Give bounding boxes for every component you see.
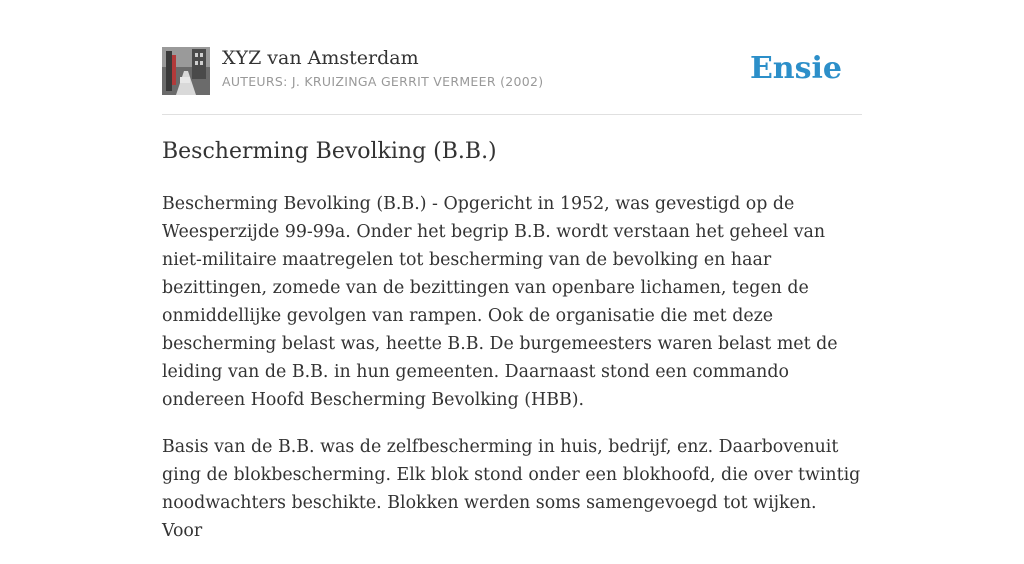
collection-header — [162, 40, 862, 115]
collection-authors: AUTEURS: J. KRUIZINGA GERRIT VERMEER (2002) — [222, 74, 544, 89]
page — [162, 0, 862, 541]
ensie-logo[interactable]: Ensie — [749, 51, 842, 86]
street-photo-icon — [162, 47, 210, 95]
article-paragraph: Bescherming Bevolking (B.B.) - Opgericht in 1952, was gevestigd op de Weesperzijde 99-99a. Onder het begrip B.B. wordt verstaan het geheel van niet-militaire maatregelen tot bescherming van de bevolking en haar bezittingen, zomede van de bezittingen van openbare lichamen, tegen de onmiddellijke gevolgen van rampen. Ook de organisatie die met deze bescherming belast was, heette B.B. De burgemeesters waren belast met de leiding van de B.B. in hun gemeenten. Daarnaast stond een commando ondereen Hoofd Bescherming Bevolking (HBB). — [162, 194, 838, 410]
collection-avatar[interactable] — [162, 47, 210, 95]
article-title: Bescherming Bevolking (B.B.) — [162, 139, 497, 164]
collection-title[interactable]: XYZ van Amsterdam — [222, 47, 419, 69]
article-paragraph: Basis van de B.B. was de zelfbescherming in huis, bedrijf, enz. Daarbovenuit ging de blokbescherming. Elk blok stond onder een blokhoofd, die over twintig noodwachters beschikte. Blokken werden soms samengevoegd tot wijken. Voor — [162, 437, 861, 541]
article-body — [162, 190, 862, 564]
